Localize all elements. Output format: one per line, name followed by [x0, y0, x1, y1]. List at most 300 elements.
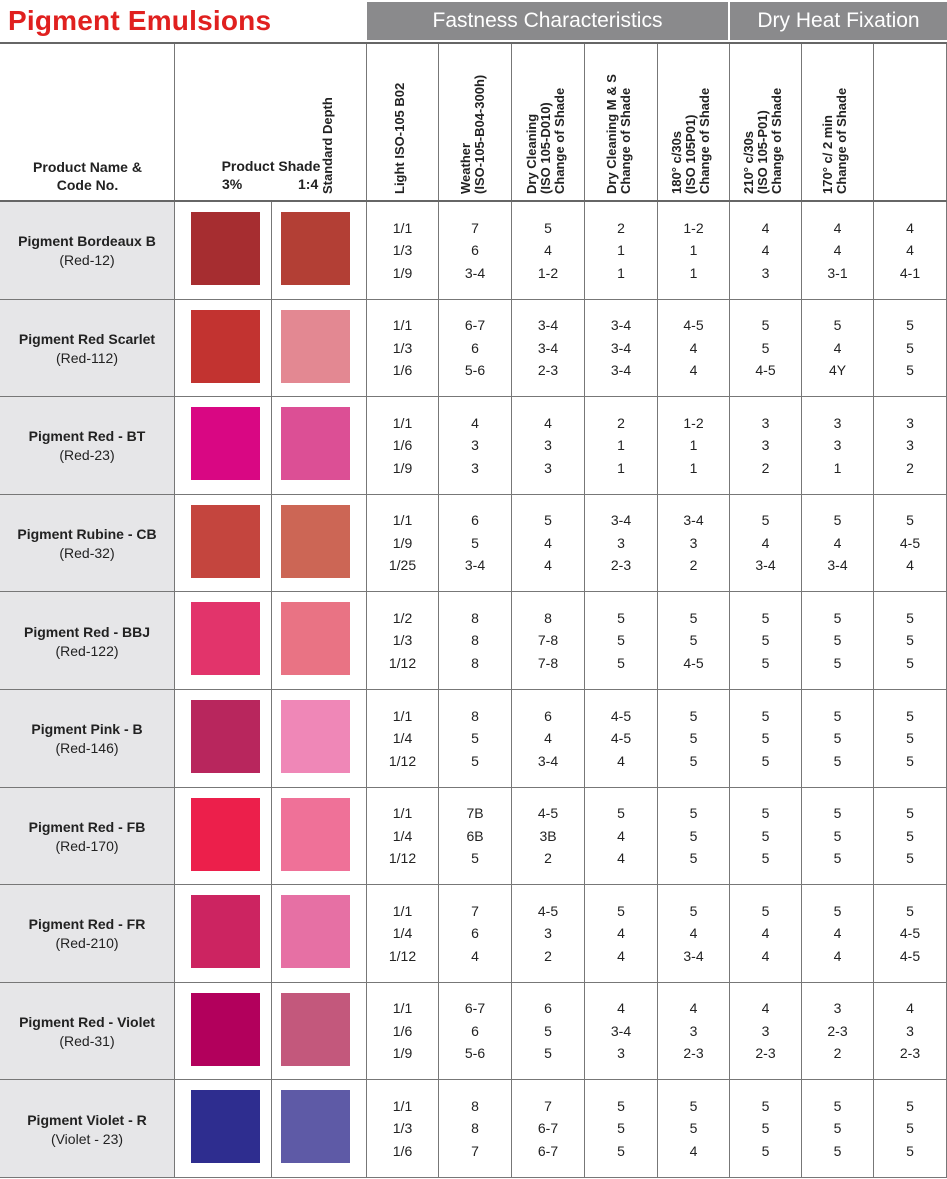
value: 5 — [833, 609, 842, 626]
shade-cell-a — [175, 983, 272, 1080]
value-cell-f170 — [874, 690, 947, 787]
value: 1-2 — [683, 219, 704, 236]
value: 8 — [471, 654, 479, 671]
product-code: (Red-112) — [56, 349, 118, 366]
product-cell — [0, 788, 175, 885]
value: 5 — [689, 1097, 698, 1114]
value: 4 — [544, 534, 552, 551]
table-row — [0, 788, 947, 886]
value-cell-weather — [512, 983, 585, 1080]
value: 4 — [544, 557, 552, 574]
product-name: Pigment Red - FB — [28, 818, 146, 835]
value-cell-weather — [512, 495, 585, 592]
value-cell-f170 — [874, 397, 947, 494]
value: 1-2 — [537, 264, 559, 281]
value: 5 — [544, 219, 552, 236]
value-cell-f170 — [874, 788, 947, 885]
value: 5 — [689, 730, 698, 747]
value: 1 — [617, 459, 625, 476]
table-row — [0, 592, 947, 690]
product-name: Pigment Red - Violet — [19, 1014, 155, 1031]
value-cell-f180 — [730, 300, 802, 397]
value: 5 — [906, 512, 914, 529]
value-cell-dry — [585, 983, 658, 1080]
value: 7 — [471, 219, 479, 236]
value: 3-4 — [537, 317, 559, 334]
value: 5 — [833, 1097, 842, 1114]
value: 1/25 — [388, 557, 417, 574]
value-cell-depth — [367, 592, 439, 689]
value: 4-5 — [899, 534, 921, 551]
value-cell-dry — [585, 300, 658, 397]
value: 5 — [906, 1142, 914, 1159]
value: 4 — [761, 242, 770, 259]
value: 6B — [466, 827, 484, 844]
value: 1/9 — [392, 459, 413, 476]
value: 7B — [466, 805, 484, 822]
value-cell-light — [439, 397, 512, 494]
header-label-line: 210° c/30s — [740, 130, 756, 194]
value: 5 — [906, 1097, 914, 1114]
value: 5 — [833, 317, 842, 334]
shade-cell-b — [272, 300, 367, 397]
column-header-row — [0, 42, 947, 202]
header-shade-pct-a: 3% — [222, 176, 243, 192]
value: 7 — [471, 1142, 479, 1159]
value: 1/6 — [392, 1142, 413, 1159]
value-cell-f210 — [802, 788, 874, 885]
value: 4 — [471, 414, 479, 431]
color-swatch — [281, 212, 350, 285]
value: 2-3 — [899, 1045, 921, 1062]
product-cell — [0, 202, 175, 299]
value-cell-depth — [367, 788, 439, 885]
value: 5 — [617, 654, 625, 671]
value: 4 — [617, 850, 625, 867]
value-cell-dry-ms — [658, 885, 730, 982]
value: 3 — [833, 1000, 842, 1017]
value-cell-f210 — [802, 592, 874, 689]
value: 5 — [833, 752, 842, 769]
value: 8 — [471, 707, 479, 724]
fastness-group-header: Fastness Characteristics — [367, 2, 728, 40]
header-label-line: (ISO-105-B04-300h) — [472, 74, 487, 194]
value-cell-dry-ms — [658, 983, 730, 1080]
value: 5 — [689, 850, 698, 867]
value: 3 — [471, 459, 479, 476]
value: 3B — [539, 827, 557, 844]
value: 5 — [689, 609, 698, 626]
value: 5 — [761, 1142, 770, 1159]
value: 3-4 — [464, 264, 486, 281]
value: 3-4 — [464, 557, 486, 574]
value: 5 — [761, 902, 770, 919]
value: 1/4 — [392, 730, 413, 747]
product-name: Pigment Red - FR — [28, 916, 146, 933]
value: 4 — [833, 947, 842, 964]
value: 5 — [471, 534, 479, 551]
value-cell-f210 — [802, 1080, 874, 1177]
product-cell — [0, 300, 175, 397]
value: 8 — [471, 632, 479, 649]
value-cell-dry-ms — [658, 202, 730, 299]
value: 1/3 — [392, 339, 413, 356]
value-cell-dry — [585, 885, 658, 982]
value: 7-8 — [537, 654, 559, 671]
value: 4 — [617, 947, 625, 964]
product-cell — [0, 690, 175, 787]
color-swatch — [281, 700, 350, 773]
value: 5 — [833, 827, 842, 844]
shade-cell-b — [272, 495, 367, 592]
value: 4 — [761, 219, 770, 236]
table-row — [0, 300, 947, 398]
value-cell-f170 — [874, 885, 947, 982]
value: 3-1 — [827, 264, 848, 281]
shade-cell-b — [272, 397, 367, 494]
value-cell-weather — [512, 300, 585, 397]
shade-cell-b — [272, 202, 367, 299]
color-swatch — [191, 895, 260, 968]
value: 5 — [689, 707, 698, 724]
value: 1/12 — [388, 850, 417, 867]
product-name: Pigment Pink - B — [31, 721, 143, 738]
value: 5 — [833, 654, 842, 671]
value: 6-7 — [537, 1120, 559, 1137]
product-code: (Red-32) — [59, 545, 115, 562]
shade-cell-a — [175, 300, 272, 397]
product-name: Pigment Violet - R — [27, 1111, 147, 1128]
table-row — [0, 1080, 947, 1178]
value: 2-3 — [537, 362, 559, 379]
value: 6 — [471, 1022, 479, 1039]
value: 5 — [544, 1022, 552, 1039]
product-name: Pigment Bordeaux B — [18, 233, 156, 250]
value-cell-depth — [367, 300, 439, 397]
value: 2 — [689, 557, 698, 574]
value: 5 — [906, 609, 914, 626]
dry-heat-group-header: Dry Heat Fixation — [730, 2, 947, 40]
color-swatch — [281, 993, 350, 1066]
value: 5 — [761, 654, 770, 671]
value: 3 — [689, 1022, 698, 1039]
value: 5 — [689, 902, 698, 919]
value: 5 — [761, 707, 770, 724]
value: 4-5 — [537, 805, 559, 822]
value: 5 — [761, 805, 770, 822]
shade-cell-b — [272, 690, 367, 787]
value: 5 — [833, 512, 842, 529]
header-label-line: Light ISO-105 B02 — [392, 82, 407, 194]
value: 4 — [689, 339, 698, 356]
value-cell-depth — [367, 202, 439, 299]
value: 5 — [689, 752, 698, 769]
value-cell-f180 — [730, 788, 802, 885]
product-name: Pigment Red - BBJ — [23, 623, 150, 640]
value: 6 — [471, 339, 479, 356]
value: 3 — [761, 1022, 770, 1039]
value: 4Y — [828, 362, 847, 379]
value: 4 — [689, 362, 698, 379]
value: 1/9 — [392, 264, 413, 281]
value: 4 — [617, 752, 625, 769]
product-code: (Red-122) — [55, 642, 119, 659]
value-cell-weather — [512, 1080, 585, 1177]
header-shade-label: Product Shade — [221, 158, 321, 174]
header-label — [667, 44, 715, 194]
value: 1 — [833, 459, 842, 476]
value-cell-f170 — [874, 202, 947, 299]
value-cell-dry-ms — [658, 300, 730, 397]
header-label — [376, 44, 424, 194]
color-swatch — [281, 895, 350, 968]
value: 4-1 — [899, 264, 921, 281]
header-label-line: Change of Shade — [552, 87, 567, 194]
product-cell — [0, 983, 175, 1080]
value: 1/12 — [388, 752, 417, 769]
value: 5 — [906, 730, 914, 747]
value: 4 — [617, 827, 625, 844]
value: 1/1 — [392, 512, 413, 529]
value: 5 — [833, 805, 842, 822]
table-row — [0, 202, 947, 300]
value: 2 — [544, 850, 552, 867]
header-label-line: Change of Shade — [617, 87, 633, 194]
table-row — [0, 690, 947, 788]
value: 1/3 — [392, 632, 413, 649]
value-cell-weather — [512, 592, 585, 689]
value: 3 — [906, 414, 914, 431]
shade-cell-a — [175, 495, 272, 592]
product-code: (Red-146) — [55, 740, 119, 757]
value-cell-dry-ms — [658, 495, 730, 592]
value: 2-3 — [610, 557, 632, 574]
value: 4 — [833, 339, 842, 356]
value: 5 — [833, 850, 842, 867]
value-cell-light — [439, 788, 512, 885]
value: 5 — [906, 362, 914, 379]
value-cell-light — [439, 983, 512, 1080]
value: 1/9 — [392, 534, 413, 551]
shade-cell-a — [175, 202, 272, 299]
header-f170 — [820, 44, 947, 200]
header-label-line: Standard Depth — [319, 97, 335, 194]
product-code: (Red-23) — [59, 447, 115, 464]
value: 7 — [471, 902, 479, 919]
value: 5 — [471, 850, 479, 867]
value: 1/6 — [392, 437, 413, 454]
value: 5 — [761, 850, 770, 867]
value: 3 — [906, 1022, 914, 1039]
color-swatch — [191, 1090, 260, 1163]
value: 1/4 — [392, 925, 413, 942]
value: 4-5 — [683, 654, 704, 671]
value: 4-5 — [899, 947, 921, 964]
value: 1/1 — [392, 414, 413, 431]
value: 1/1 — [392, 317, 413, 334]
value: 5 — [761, 1120, 770, 1137]
shade-cell-b — [272, 788, 367, 885]
value: 1/1 — [392, 805, 413, 822]
value: 5 — [689, 632, 698, 649]
value: 5 — [761, 827, 770, 844]
product-code: (Violet - 23) — [50, 1130, 124, 1147]
value: 1/3 — [392, 1120, 413, 1137]
value-cell-f180 — [730, 397, 802, 494]
value: 6-7 — [464, 317, 486, 334]
value: 4 — [544, 414, 552, 431]
header-label-line: 170° c/ 2 min — [820, 115, 835, 194]
value: 5 — [833, 1142, 842, 1159]
table-row — [0, 397, 947, 495]
value: 2-3 — [683, 1045, 704, 1062]
value: 5 — [544, 1045, 552, 1062]
value: 5 — [761, 632, 770, 649]
value: 4 — [761, 947, 770, 964]
value: 5 — [617, 1097, 625, 1114]
value: 2 — [761, 459, 770, 476]
header-label-line: (ISO 105-P01) — [754, 110, 770, 194]
value: 1 — [689, 242, 698, 259]
header-product-line: Product Name & — [33, 159, 142, 175]
value-cell-dry — [585, 592, 658, 689]
product-cell — [0, 592, 175, 689]
value: 5 — [906, 1120, 914, 1137]
value: 3-4 — [537, 339, 559, 356]
value: 6-7 — [464, 1000, 486, 1017]
value: 5 — [906, 752, 914, 769]
table-row — [0, 885, 947, 983]
header-label — [449, 44, 497, 194]
value-cell-dry-ms — [658, 1080, 730, 1177]
value: 4-5 — [683, 317, 704, 334]
value-cell-dry — [585, 788, 658, 885]
value: 1/3 — [392, 242, 413, 259]
value-cell-light — [439, 592, 512, 689]
value: 8 — [544, 609, 552, 626]
value: 3 — [761, 264, 770, 281]
value: 5 — [906, 632, 914, 649]
value-cell-depth — [367, 495, 439, 592]
value: 4 — [906, 219, 914, 236]
value-cell-weather — [512, 202, 585, 299]
value: 4-5 — [610, 730, 632, 747]
shade-cell-b — [272, 885, 367, 982]
shade-cell-a — [175, 397, 272, 494]
value: 4 — [544, 242, 552, 259]
color-swatch — [191, 798, 260, 871]
value: 4 — [617, 925, 625, 942]
value: 8 — [471, 1120, 479, 1137]
value: 1 — [617, 437, 625, 454]
value: 5 — [761, 512, 770, 529]
header-label-line: Change of Shade — [834, 87, 849, 194]
header-shade-pct-b: 1:4 — [298, 176, 319, 192]
value: 3 — [689, 534, 698, 551]
value: 5 — [906, 805, 914, 822]
value: 5 — [544, 512, 552, 529]
value-cell-light — [439, 1080, 512, 1177]
value: 1/2 — [392, 609, 413, 626]
value: 5 — [617, 805, 625, 822]
value: 3 — [544, 925, 552, 942]
value: 6 — [544, 707, 552, 724]
value: 3-4 — [683, 947, 704, 964]
value-cell-f210 — [802, 885, 874, 982]
value-cell-dry-ms — [658, 592, 730, 689]
value: 5 — [906, 654, 914, 671]
value: 4-5 — [755, 362, 776, 379]
value: 5 — [833, 707, 842, 724]
value: 5-6 — [464, 362, 486, 379]
header-label — [739, 44, 787, 194]
value-cell-f180 — [730, 592, 802, 689]
value: 1/9 — [392, 1045, 413, 1062]
value: 1/1 — [392, 1097, 413, 1114]
value: 3-4 — [827, 557, 848, 574]
product-name: Pigment Red Scarlet — [18, 330, 156, 347]
value: 4 — [833, 534, 842, 551]
value-cell-depth — [367, 690, 439, 787]
value-cell-f210 — [802, 397, 874, 494]
value: 5 — [617, 1120, 625, 1137]
value: 2 — [617, 219, 625, 236]
value-cell-depth — [367, 885, 439, 982]
value: 6 — [471, 242, 479, 259]
value-cell-f210 — [802, 690, 874, 787]
value: 6-7 — [537, 1142, 559, 1159]
value: 4 — [833, 242, 842, 259]
value: 7-8 — [537, 632, 559, 649]
color-swatch — [281, 407, 350, 480]
value: 6 — [544, 1000, 552, 1017]
shade-cell-a — [175, 592, 272, 689]
value: 1/6 — [392, 362, 413, 379]
value: 4 — [471, 947, 479, 964]
value: 3 — [833, 414, 842, 431]
value: 6 — [471, 512, 479, 529]
value: 4-5 — [899, 925, 921, 942]
value: 3-4 — [755, 557, 776, 574]
value: 5 — [761, 752, 770, 769]
value: 3-4 — [610, 339, 632, 356]
product-cell — [0, 1080, 175, 1177]
value-cell-f170 — [874, 495, 947, 592]
value-cell-light — [439, 690, 512, 787]
value: 5 — [833, 1120, 842, 1137]
value: 4 — [689, 1000, 698, 1017]
color-swatch — [191, 602, 260, 675]
data-table — [0, 202, 947, 1178]
product-name: Pigment Red - BT — [28, 428, 146, 445]
value-cell-f170 — [874, 983, 947, 1080]
value-cell-light — [439, 885, 512, 982]
value-cell-f210 — [802, 983, 874, 1080]
value-cell-dry — [585, 495, 658, 592]
color-swatch — [191, 993, 260, 1066]
shade-cell-a — [175, 885, 272, 982]
value-cell-f180 — [730, 983, 802, 1080]
value: 4-5 — [537, 902, 559, 919]
value: 4 — [906, 1000, 914, 1017]
value-cell-f210 — [802, 300, 874, 397]
header-label-line: (ISO 105P01) — [682, 114, 698, 194]
value-cell-f180 — [730, 202, 802, 299]
value-cell-light — [439, 495, 512, 592]
shade-cell-a — [175, 788, 272, 885]
color-swatch — [191, 212, 260, 285]
shade-cell-a — [175, 1080, 272, 1177]
